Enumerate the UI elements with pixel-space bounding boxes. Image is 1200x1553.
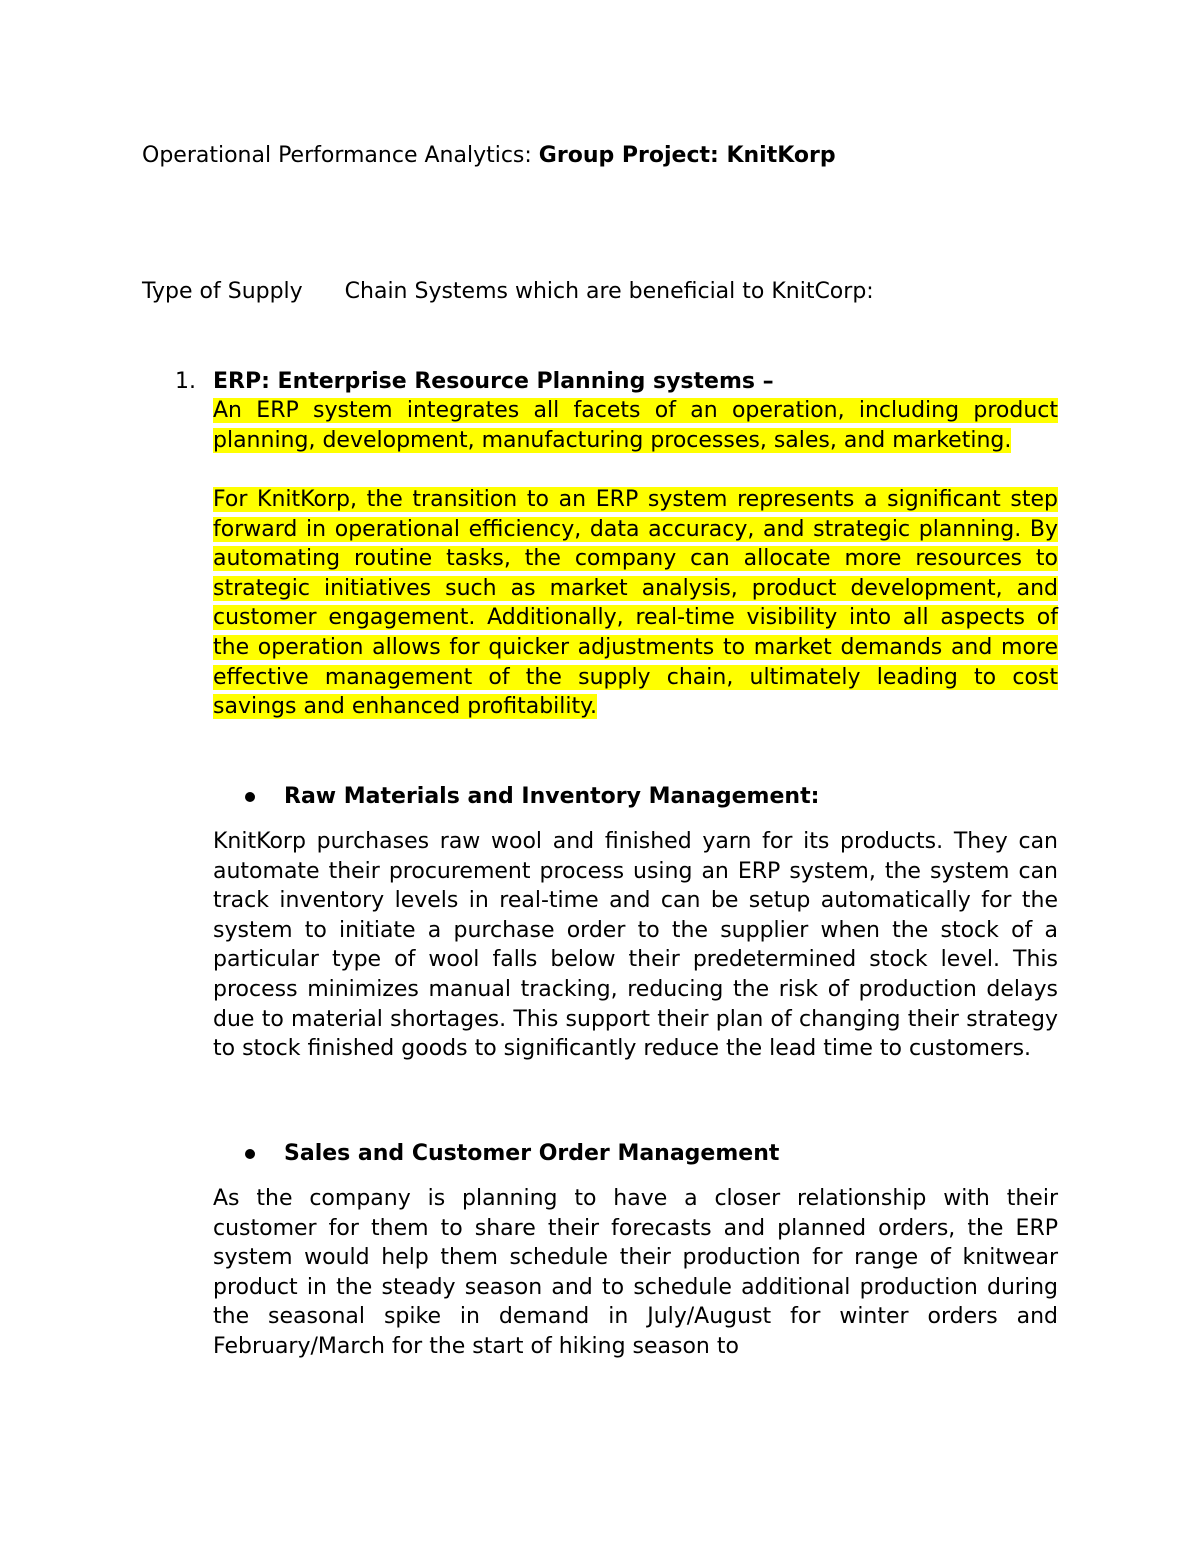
highlighted-text: For KnitKorp, the transition to an ERP system represents a significant step forward in operational efficiency, data accuracy, and strategic planning. By automating routine tasks, the company can allocate more resources to strategic initiatives such as market analysis, product development, and customer engagement. Additionally, real-time visibility into all aspects of the operation allows for quicker adjustments to market demands and more effective management of the supply chain, ultimately leading to cost savings and enhanced profitability. [213, 487, 1058, 720]
bullet-icon [245, 1149, 255, 1159]
document-title [142, 141, 836, 171]
erp-paragraph-2 [213, 485, 1058, 722]
list-number: 1. [175, 369, 196, 394]
highlighted-text: An ERP system integrates all facets of an operation, including product planning, development, manufacturing processes, sales, and marketing. [213, 398, 1058, 453]
sales-paragraph: As the company is planning to have a closer relationship with their customer for them to share their forecasts and planned orders, the ERP system would help them schedule their production for range of knitwear product in the steady season and to schedule additional production during the seasonal spike in demand in July/August for winter orders and February/March for the start of hiking season to [213, 1186, 1058, 1359]
section-subheading: Type of Supply Chain Systems which are beneficial to KnitCorp: [142, 279, 874, 304]
erp-paragraph-1 [213, 396, 1058, 455]
title-bold: Group Project: KnitKorp [538, 143, 836, 168]
title-prefix: Operational Performance Analytics: [142, 143, 539, 168]
raw-materials-paragraph: KnitKorp purchases raw wool and finished yarn for its products. They can automate their procurement process using an ERP system, the system can track inventory levels in real-time and can be setup automatically for the system to initiate a purchase order to the supplier when the stock of a particular type of wool falls below their predetermined stock level. This process minimizes manual tracking, reducing the risk of production delays due to material shortages. This support their plan of changing their strategy to stock finished goods to significantly reduce the lead time to customers. [213, 829, 1058, 1062]
bullet-icon [245, 792, 255, 802]
bullet-heading-sales: Sales and Customer Order Management [284, 1141, 780, 1166]
bullet-heading-raw-materials: Raw Materials and Inventory Management: [284, 784, 820, 809]
erp-heading: ERP: Enterprise Resource Planning systems – [213, 369, 774, 394]
